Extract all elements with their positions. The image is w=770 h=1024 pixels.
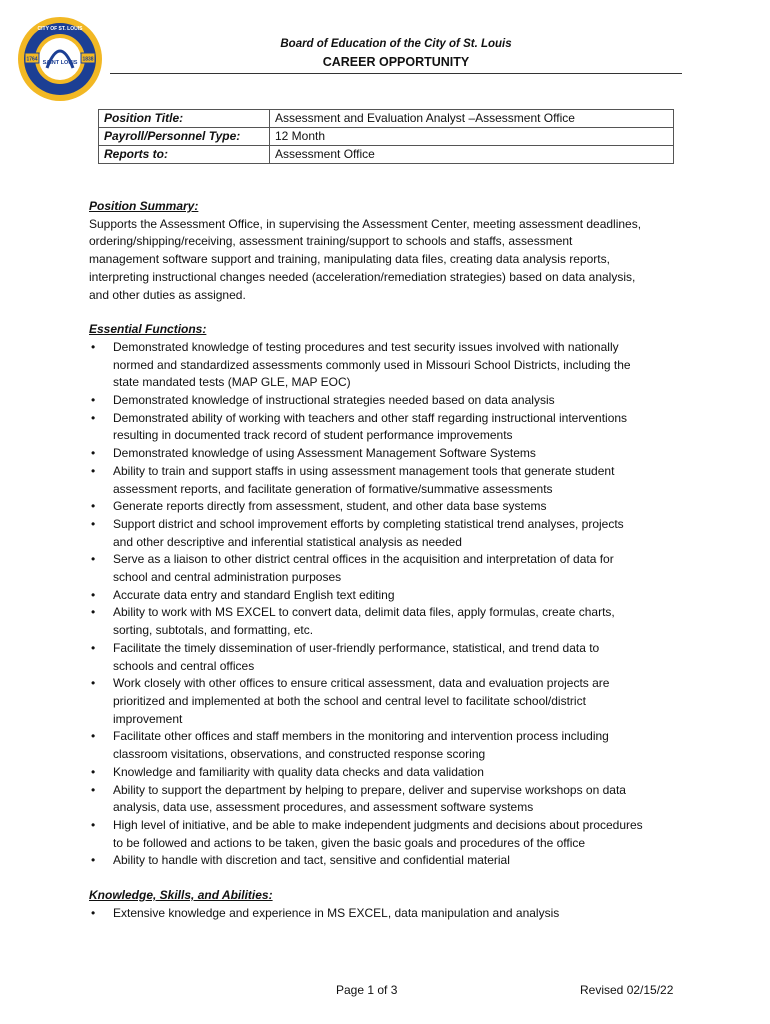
document-header <box>110 38 682 69</box>
list-item <box>89 640 689 675</box>
list-item-line: sorting, subtotals, and formatting, etc. <box>113 623 314 638</box>
list-item <box>89 675 689 728</box>
list-item <box>89 764 689 782</box>
list-item-line: state mandated tests (MAP GLE, MAP EOC) <box>113 375 351 390</box>
table-row <box>99 110 674 128</box>
position-summary-heading: Position Summary: <box>89 199 199 213</box>
bullet-icon: • <box>91 446 96 461</box>
list-item <box>89 587 689 605</box>
list-item <box>89 516 689 551</box>
list-item <box>89 604 689 639</box>
summary-line: ordering/shipping/receiving, assessment training/support to schools and staffs, assessment <box>89 234 573 249</box>
seal-year-right: 1838 <box>82 56 94 63</box>
essential-functions-heading: Essential Functions: <box>89 322 207 337</box>
revision-date: Revised 02/15/22 <box>580 983 674 997</box>
list-item <box>89 410 689 445</box>
list-item <box>89 728 689 763</box>
list-item-line: Generate reports directly from assessment, student, and other data base systems <box>113 499 547 514</box>
bullet-icon: • <box>91 605 96 620</box>
list-item-line: Serve as a liaison to other district central offices in the acquisition and interpretation of data for <box>113 552 614 567</box>
bullet-icon: • <box>91 463 96 478</box>
summary-line: interpreting instructional changes needed (acceleration/remediation strategies) based on data analysis, <box>89 269 636 284</box>
list-item <box>89 817 689 852</box>
page-number: Page 1 of 3 <box>336 983 398 997</box>
list-item-line: Accurate data entry and standard English text editing <box>113 587 395 602</box>
list-item-line: Facilitate other offices and staff members in the monitoring and intervention process including <box>113 729 609 744</box>
list-item-line: Knowledge and familiarity with quality data checks and data validation <box>113 764 484 779</box>
table-row <box>99 128 674 146</box>
list-item-line: Demonstrated knowledge of using Assessment Management Software Systems <box>113 446 536 461</box>
bullet-icon: • <box>91 729 96 744</box>
bullet-icon: • <box>91 339 96 354</box>
list-item-line: High level of initiative, and be able to make independent judgments and decisions about procedures <box>113 817 643 832</box>
seal-year-left: 1764 <box>26 56 38 63</box>
list-item-line: to be followed and actions to be taken, given the basic goals and procedures of the office <box>113 835 586 850</box>
list-item-line: Ability to work with MS EXCEL to convert data, delimit data files, apply formulas, create charts, <box>113 605 615 620</box>
list-item-line: Ability to support the department by helping to prepare, deliver and supervise workshops on data <box>113 782 626 797</box>
list-item-line: Extensive knowledge and experience in MS EXCEL, data manipulation and analysis <box>113 905 560 920</box>
organization-name: Board of Education of the City of St. Louis <box>280 38 512 50</box>
document-body <box>89 198 689 922</box>
seal-center-text: SAINT LOUIS <box>42 60 78 66</box>
summary-line: Supports the Assessment Office, in supervising the Assessment Center, meeting assessment deadlines, <box>89 216 642 231</box>
list-item-line: classroom visitations, observations, and constructed response scoring <box>113 747 486 762</box>
bullet-icon: • <box>91 764 96 779</box>
ksa-heading: Knowledge, Skills, and Abilities: <box>89 888 273 903</box>
list-item-line: normed and standardized assessments commonly used in Missouri School Districts, including the <box>113 357 631 372</box>
list-item <box>89 551 689 586</box>
bullet-icon: • <box>91 817 96 832</box>
list-item-line: Demonstrated knowledge of instructional strategies needed based on data analysis <box>113 393 555 408</box>
position-summary-text <box>89 216 689 305</box>
position-title-label: Position Title: <box>99 110 270 128</box>
essential-functions-list <box>89 339 689 870</box>
list-item-line: Facilitate the timely dissemination of user-friendly performance, statistical, and trend data to <box>113 640 600 655</box>
list-item <box>89 445 689 463</box>
bullet-icon: • <box>91 516 96 531</box>
list-item-line: Work closely with other offices to ensure critical assessment, data and evaluation projects are <box>113 676 610 691</box>
bullet-icon: • <box>91 676 96 691</box>
school-district-seal <box>17 16 103 102</box>
bullet-icon: • <box>91 905 96 920</box>
bullet-icon: • <box>91 853 96 868</box>
reports-to-value: Assessment Office <box>270 146 674 164</box>
list-item-line: assessment reports, and facilitate generation of formative/summative assessments <box>113 481 553 496</box>
bullet-icon: • <box>91 587 96 602</box>
bullet-icon: • <box>91 393 96 408</box>
list-item-line: prioritized and implemented at both the school and central level to facilitate school/district <box>113 693 586 708</box>
list-item-line: Demonstrated ability of working with teachers and other staff regarding instructional interventions <box>113 410 628 425</box>
list-item <box>89 498 689 516</box>
list-item-line: analysis, data use, assessment procedures, and assessment software systems <box>113 800 534 815</box>
ksa-list <box>89 905 689 923</box>
bullet-icon: • <box>91 410 96 425</box>
table-row <box>99 146 674 164</box>
list-item <box>89 392 689 410</box>
bullet-icon: • <box>91 499 96 514</box>
list-item-line: Demonstrated knowledge of testing procedures and test security issues involved with nationally <box>113 339 619 354</box>
summary-line: and other duties as assigned. <box>89 287 246 302</box>
payroll-type-value: 12 Month <box>270 128 674 146</box>
bullet-icon: • <box>91 552 96 567</box>
list-item-line: schools and central offices <box>113 658 255 673</box>
bullet-icon: • <box>91 782 96 797</box>
list-item-line: Support district and school improvement efforts by completing statistical trend analyses, projects <box>113 516 624 531</box>
list-item <box>89 782 689 817</box>
bullet-icon: • <box>91 640 96 655</box>
list-item-line: improvement <box>113 711 183 726</box>
reports-to-label: Reports to: <box>99 146 270 164</box>
seal-top-text: CITY OF ST. LOUIS <box>37 26 83 32</box>
list-item-line: and other descriptive and inferential statistical analysis as needed <box>113 534 462 549</box>
list-item <box>89 463 689 498</box>
header-divider <box>110 73 682 74</box>
payroll-type-label: Payroll/Personnel Type: <box>99 128 270 146</box>
list-item <box>89 852 689 870</box>
position-title-value: Assessment and Evaluation Analyst –Assessment Office <box>270 110 674 128</box>
list-item <box>89 339 689 392</box>
list-item-line: Ability to handle with discretion and tact, sensitive and confidential material <box>113 853 510 868</box>
document-title: CAREER OPPORTUNITY <box>322 55 470 69</box>
position-info-table <box>98 109 674 164</box>
list-item <box>89 905 689 923</box>
list-item-line: Ability to train and support staffs in using assessment management tools that generate student <box>113 463 615 478</box>
list-item-line: school and central administration purposes <box>113 570 342 585</box>
list-item-line: resulting in documented track record of student performance improvements <box>113 428 513 443</box>
summary-line: management software support and training, manipulating data files, creating data analysis reports, <box>89 252 610 267</box>
